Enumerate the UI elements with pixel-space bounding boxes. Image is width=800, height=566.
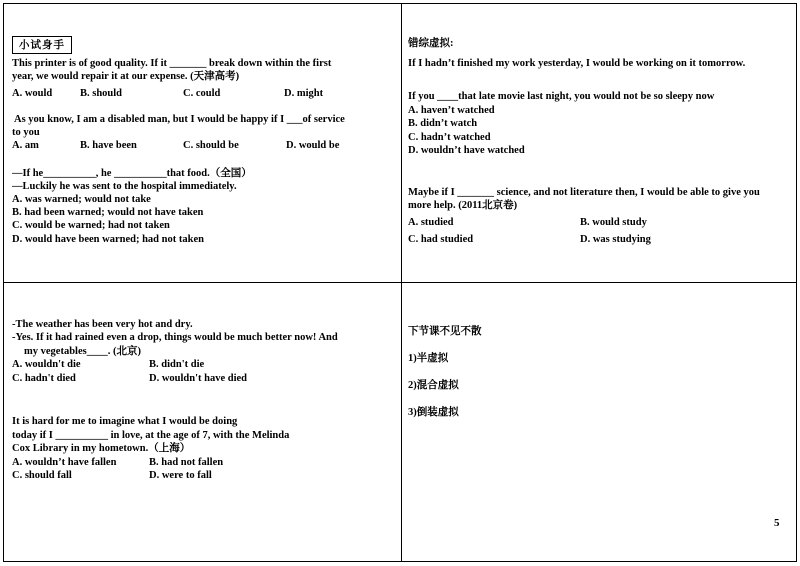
q7-option-a: A. wouldn’t have fallen: [12, 457, 117, 468]
q7-option-d: D. were to fall: [149, 470, 212, 481]
q6-option-c: C. hadn't died: [12, 373, 76, 384]
section-tag: [12, 36, 72, 54]
q4-option-a: A. haven’t watched: [408, 105, 495, 116]
q3-option-b: B. had been warned; would not have taken: [12, 207, 204, 218]
next-class-item-1: 1)半虚拟: [408, 353, 449, 364]
q1-stem-line1: This printer is of good quality. If it _______ break down within the first: [12, 58, 332, 69]
q4-stem: If you ____that late movie last night, you would not be so sleepy now: [408, 91, 715, 102]
next-class-item-2: 2)混合虚拟: [408, 380, 459, 391]
q5-stem-line1: Maybe if I _______ science, and not literature then, I would be able to give you: [408, 187, 760, 198]
q4-option-d: D. wouldn’t have watched: [408, 145, 525, 156]
q4-option-c: C. hadn’t watched: [408, 132, 491, 143]
q3-option-d: D. would have been warned; had not taken: [12, 234, 204, 245]
page-number: 5: [774, 517, 780, 529]
q4-option-b: B. didn’t watch: [408, 118, 478, 129]
q3-line2: —Luckily he was sent to the hospital immediately.: [12, 181, 237, 192]
next-class-item-3: 3)倒装虚拟: [408, 407, 459, 418]
q3-option-c: C. would be warned; had not taken: [12, 220, 170, 231]
q1-stem-line2: year, we would repair it at our expense. (天津高考): [12, 71, 240, 82]
q1-option-b: B. should: [80, 88, 123, 99]
example-sentence: If I hadn’t finished my work yesterday, I would be working on it tomorrow.: [408, 58, 746, 69]
q5-option-b: B. would study: [580, 217, 647, 228]
q5-option-c: C. had studied: [408, 234, 474, 245]
next-class-heading: 下节课不见不散: [408, 326, 482, 337]
q5-stem-line2: more help. (2011北京卷): [408, 200, 518, 211]
q7-option-c: C. should fall: [12, 470, 72, 481]
q1-option-c: C. could: [183, 88, 221, 99]
section-tag-label: 小试身手: [19, 40, 65, 51]
q1-option-a: A. would: [12, 88, 53, 99]
q7-option-b: B. had not fallen: [149, 457, 224, 468]
q3-line1: —If he__________, he __________that food.（全国）: [12, 168, 252, 179]
q6-option-a: A. wouldn't die: [12, 359, 81, 370]
q6-line3: my vegetables____. (北京): [24, 346, 141, 357]
q2-stem-line1: As you know, I am a disabled man, but I would be happy if I ___of service: [14, 114, 345, 125]
q1-option-d: D. might: [284, 88, 324, 99]
q7-line1: It is hard for me to imagine what I would be doing: [12, 416, 238, 427]
q2-option-a: A. am: [12, 140, 39, 151]
q6-option-b: B. didn't die: [149, 359, 205, 370]
q3-option-a: A. was warned; would not take: [12, 194, 151, 205]
q2-option-d: D. would be: [286, 140, 340, 151]
q2-option-c: C. should be: [183, 140, 239, 151]
q7-line3: Cox Library in my hometown.（上海）: [12, 443, 191, 454]
q6-option-d: D. wouldn't have died: [149, 373, 248, 384]
q5-option-a: A. studied: [408, 217, 454, 228]
q6-line1: -The weather has been very hot and dry.: [12, 319, 193, 330]
q2-option-b: B. have been: [80, 140, 137, 151]
horizontal-divider: [3, 282, 796, 283]
q5-option-d: D. was studying: [580, 234, 651, 245]
q6-line2: -Yes. If it had rained even a drop, things would be much better now! And: [12, 332, 338, 343]
q7-line2: today if I __________ in love, at the age of 7, with the Melinda: [12, 430, 290, 441]
right-top-heading: 错综虚拟:: [408, 38, 454, 49]
q2-stem-line2: to you: [12, 127, 40, 138]
